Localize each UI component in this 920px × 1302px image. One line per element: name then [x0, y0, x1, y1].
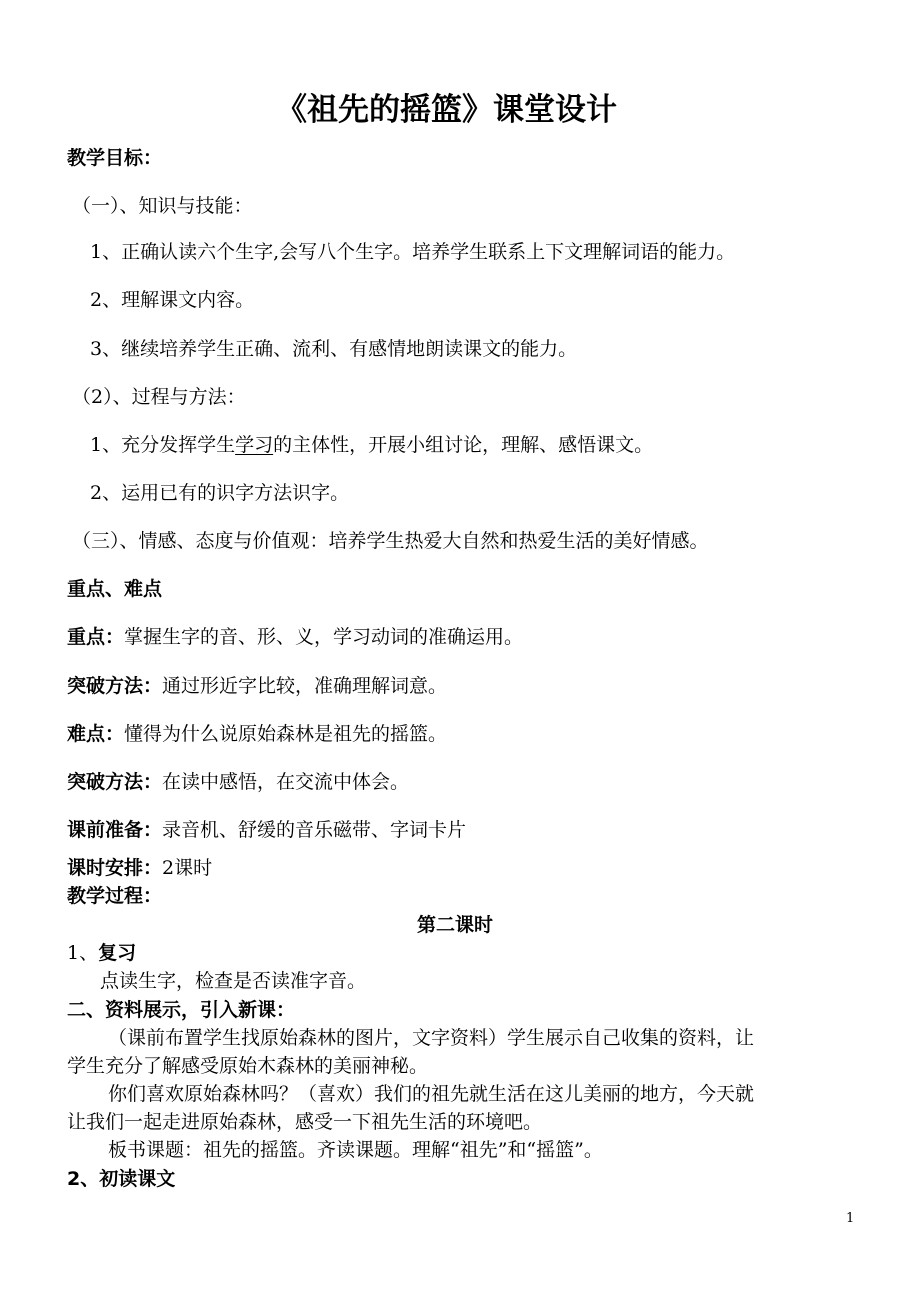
field-value: 懂得为什么说原始森林是祖先的摇篮。: [124, 723, 448, 745]
objective-item: 2、理解课文内容。: [90, 289, 255, 311]
difficulty-line: [67, 722, 447, 746]
objective-item: 3、继续培养学生正确、流利、有感情地朗读课文的能力。: [90, 338, 578, 360]
underlined-word: 学习: [235, 434, 274, 456]
objective-item: 1、正确认读六个生字,会写八个生字。培养学生联系上下文理解词语的能力。: [90, 241, 736, 263]
objective-text: 的主体性，开展小组讨论，理解、感悟课文。: [273, 434, 654, 456]
paragraph-line: 点读生字，检查是否读准字音。: [100, 970, 367, 992]
preparation-line: [67, 818, 466, 842]
key-points-heading: 重点、难点: [67, 578, 163, 600]
field-label: 突破方法：: [67, 771, 163, 793]
page-title: 《祖先的摇篮》课堂设计: [276, 92, 617, 128]
objective-item: [90, 433, 653, 457]
field-label: 难点：: [67, 723, 125, 745]
section-heading: [67, 941, 136, 965]
objective-text: 1、充分发挥学生: [90, 434, 236, 456]
method-line: [67, 770, 409, 794]
field-value: 在读中感悟，在交流中体会。: [162, 771, 410, 793]
field-value: 通过形近字比较，准确理解词意。: [162, 675, 448, 697]
field-value: 录音机、舒缓的音乐磁带、字词卡片: [162, 819, 467, 841]
paragraph-line: 学生充分了解感受原始木森林的美丽神秘。: [67, 1055, 429, 1077]
paragraph-line: （课前布置学生找原始森林的图片，文字资料）学生展示自己收集的资料，让: [108, 1027, 755, 1049]
page-number: 1: [846, 1211, 855, 1226]
paragraph-line: 你们喜欢原始森林吗？（喜欢）我们的祖先就生活在这儿美丽的地方，今天就: [108, 1083, 755, 1105]
section-title: 复习: [98, 942, 137, 964]
section-heading: 二、资料展示，引入新课：: [67, 999, 296, 1021]
section-heading: [67, 1167, 175, 1191]
knowledge-skills-heading: （一）、知识与技能：: [72, 195, 253, 217]
field-label: 重点：: [67, 626, 125, 648]
schedule-line: [67, 856, 212, 880]
field-label: 课时安排：: [67, 857, 163, 879]
objective-item: 2、运用已有的识字方法识字。: [90, 482, 350, 504]
field-value: 掌握生字的音、形、义，学习动词的准确运用。: [124, 626, 524, 648]
lesson-title: 第二课时: [417, 914, 494, 936]
process-method-heading: （2）、过程与方法：: [72, 386, 246, 408]
paragraph-line: 让我们一起走进原始森林，感受一下祖先生活的环境吧。: [67, 1111, 543, 1133]
field-label: 突破方法：: [67, 675, 163, 697]
field-label: 课前准备：: [67, 819, 163, 841]
process-heading: 教学过程：: [67, 885, 163, 907]
key-point-line: [67, 625, 523, 649]
section-number: 2、: [67, 1168, 100, 1190]
section-number: 1、: [67, 942, 99, 964]
method-line: [67, 674, 447, 698]
field-value: 2课时: [162, 857, 213, 879]
paragraph-line: 板书课题：祖先的摇篮。齐读课题。理解“祖先”和“摇篮”。: [108, 1139, 603, 1161]
emotion-values-line: （三）、情感、态度与价值观：培养学生热爱大自然和热爱生活的美好情感。: [72, 530, 709, 552]
section-title: 初读课文: [99, 1168, 176, 1190]
objectives-heading: 教学目标：: [67, 147, 163, 169]
